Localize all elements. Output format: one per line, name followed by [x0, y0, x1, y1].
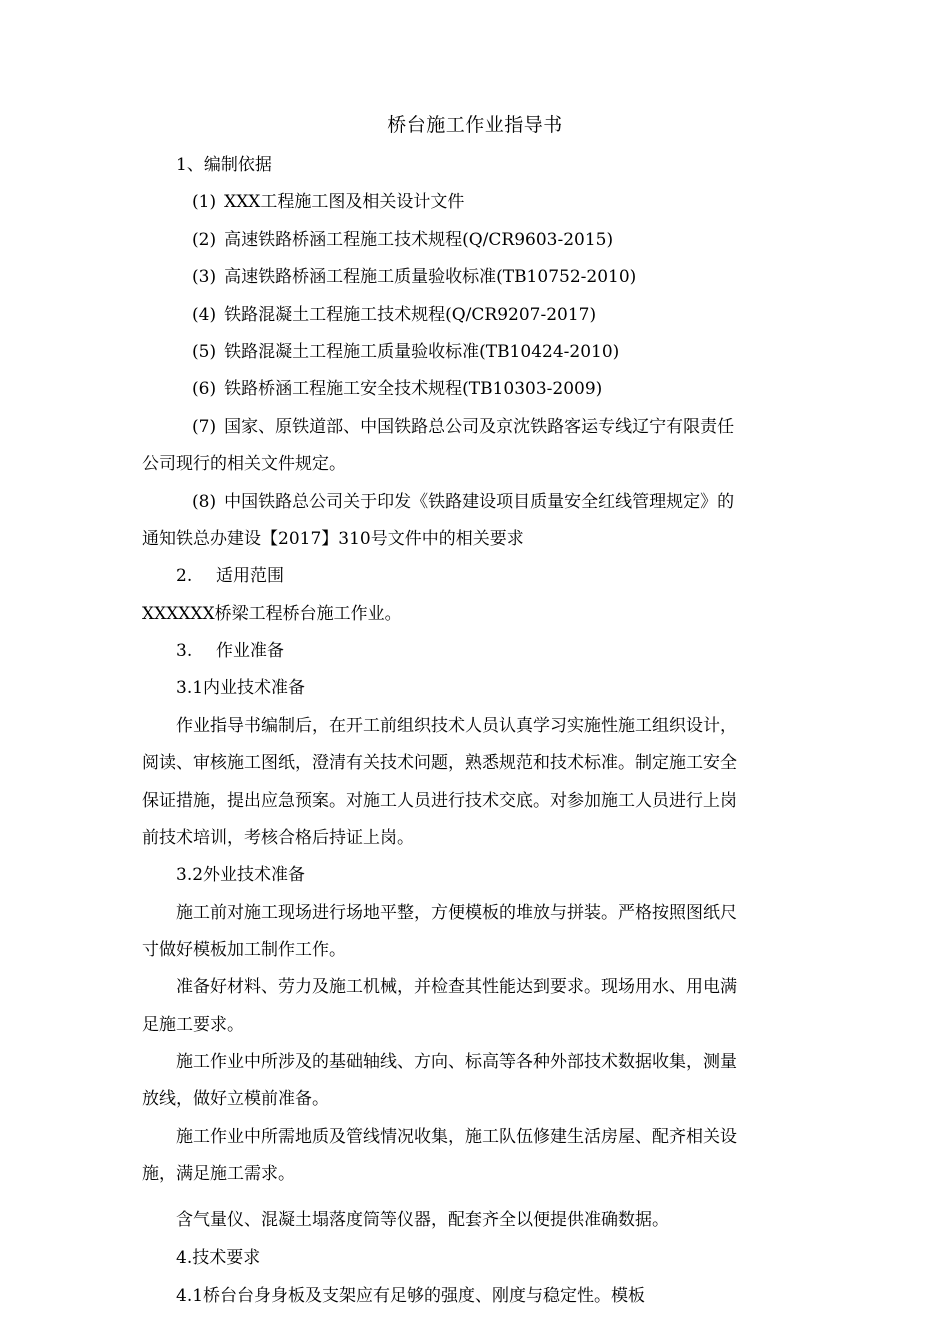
reference-item-number: (4) — [192, 305, 217, 325]
reference-item-3 — [192, 264, 636, 290]
paragraph-line: 施工前对施工现场进行场地平整，方便模板的堆放与拼装。严格按照图纸尺 — [176, 903, 737, 923]
reference-item-7 — [192, 414, 734, 440]
reference-item-text: 铁路混凝土工程施工质量验收标准(TB10424-2010) — [224, 342, 620, 362]
section-title: 适用范围 — [216, 566, 284, 586]
section-number: 3. — [176, 641, 193, 661]
subsection-4-1-text: 4.1桥台台身身板及支架应有足够的强度、刚度与稳定性。模板 — [176, 1286, 646, 1306]
section-1-heading: 1、编制依据 — [176, 155, 272, 175]
paragraph-line: 足施工要求。 — [142, 1015, 244, 1035]
section-2-heading — [176, 563, 284, 589]
paragraph-line: 作业指导书编制后，在开工前组织技术人员认真学习实施性施工组织设计， — [176, 716, 737, 736]
reference-item-text: 高速铁路桥涵工程施工质量验收标准(TB10752-2010) — [224, 267, 637, 287]
reference-item-text: 中国铁路总公司关于印发《铁路建设项目质量安全红线管理规定》的 — [224, 492, 735, 512]
paragraph-line: 含气量仪、混凝土塌落度筒等仪器，配套齐全以便提供准确数据。 — [176, 1210, 669, 1230]
paragraph-line: 寸做好模板加工制作工作。 — [142, 940, 346, 960]
reference-item-2 — [192, 227, 613, 253]
reference-item-7-continued: 公司现行的相关文件规定。 — [142, 454, 346, 474]
reference-item-4 — [192, 302, 596, 328]
reference-item-number: (2) — [192, 230, 217, 250]
reference-item-8 — [192, 489, 734, 515]
reference-item-5 — [192, 339, 619, 365]
reference-item-text: 铁路桥涵工程施工安全技术规程(TB10303-2009) — [224, 379, 603, 399]
reference-item-text: 国家、原铁道部、中国铁路总公司及京沈铁路客运专线辽宁有限责任 — [224, 417, 735, 437]
reference-item-text: 高速铁路桥涵工程施工技术规程(Q/CR9603-2015) — [224, 230, 614, 250]
page-title: 桥台施工作业指导书 — [387, 114, 563, 136]
paragraph-line: 保证措施，提出应急预案。对施工人员进行技术交底。对参加施工人员进行上岗 — [142, 791, 737, 811]
paragraph-line: 阅读、审核施工图纸，澄清有关技术问题，熟悉规范和技术标准。制定施工安全 — [142, 753, 737, 773]
reference-item-number: (1) — [192, 192, 217, 212]
reference-item-number: (5) — [192, 342, 217, 362]
subsection-3-1-heading: 3.1内业技术准备 — [176, 678, 306, 698]
reference-item-number: (3) — [192, 267, 217, 287]
section-2-body: XXXXXX桥梁工程桥台施工作业。 — [142, 604, 402, 624]
paragraph-line: 放线，做好立模前准备。 — [142, 1089, 329, 1109]
paragraph-line: 前技术培训，考核合格后持证上岗。 — [142, 828, 414, 848]
section-3-heading — [176, 638, 284, 664]
paragraph-line: 施，满足施工需求。 — [142, 1164, 295, 1184]
reference-item-8-continued: 通知铁总办建设【2017】310号文件中的相关要求 — [142, 529, 524, 549]
subsection-3-2-heading: 3.2外业技术准备 — [176, 865, 306, 885]
reference-item-number: (6) — [192, 379, 217, 399]
reference-item-number: (7) — [192, 417, 217, 437]
section-title: 作业准备 — [216, 641, 284, 661]
reference-item-text: 铁路混凝土工程施工技术规程(Q/CR9207-2017) — [224, 305, 597, 325]
reference-item-text: XXX工程施工图及相关设计文件 — [224, 192, 465, 212]
paragraph-line: 施工作业中所需地质及管线情况收集，施工队伍修建生活房屋、配齐相关设 — [176, 1127, 737, 1147]
section-number: 2. — [176, 566, 193, 586]
paragraph-line: 准备好材料、劳力及施工机械，并检查其性能达到要求。现场用水、用电满 — [176, 977, 737, 997]
reference-item-number: (8) — [192, 492, 217, 512]
paragraph-line: 施工作业中所涉及的基础轴线、方向、标高等各种外部技术数据收集，测量 — [176, 1052, 737, 1072]
reference-item-6 — [192, 376, 602, 402]
section-4-heading: 4.技术要求 — [176, 1248, 261, 1268]
reference-item-1 — [192, 189, 464, 215]
